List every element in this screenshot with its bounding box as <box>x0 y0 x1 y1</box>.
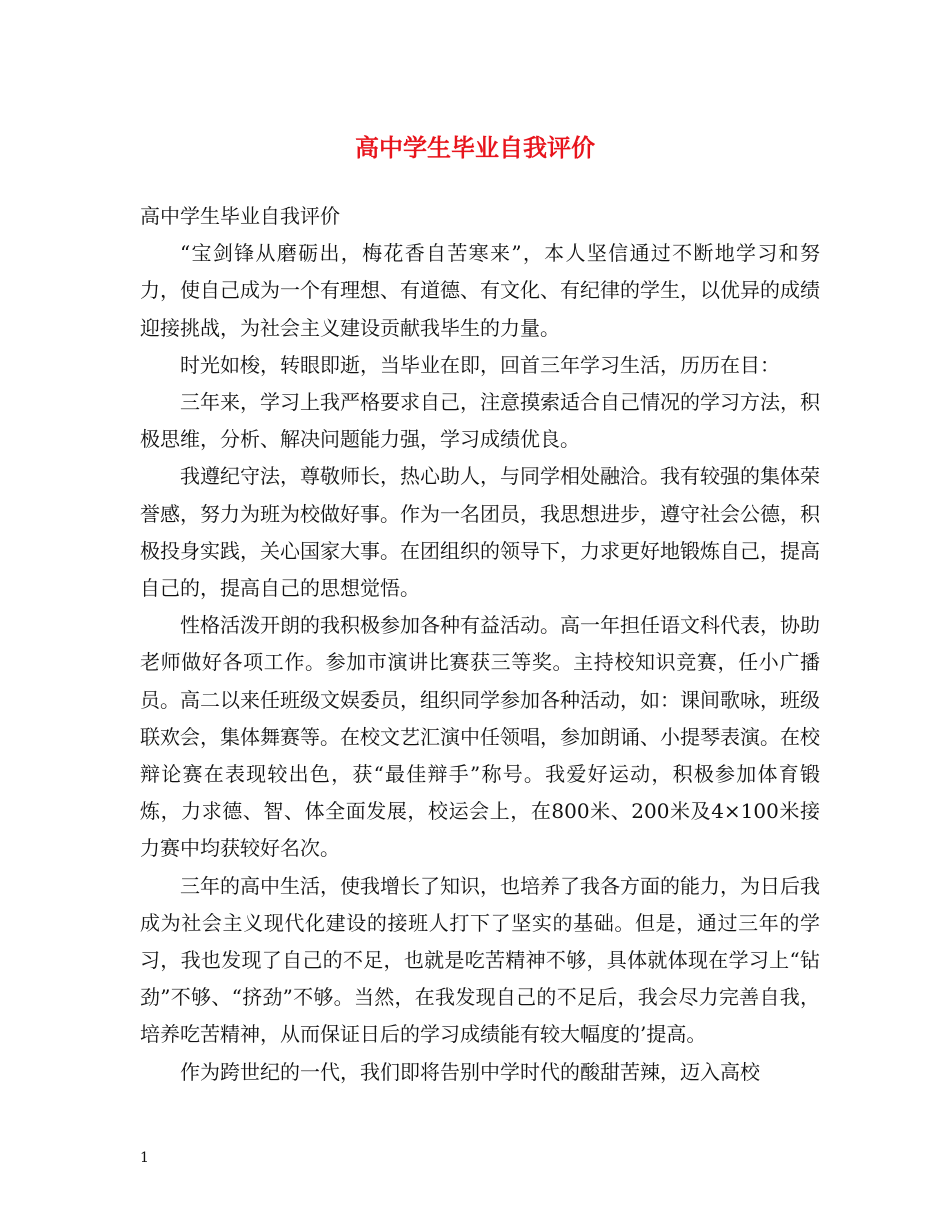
document-title: 高中学生毕业自我评价 <box>355 133 595 162</box>
page-number: 1 <box>140 1150 149 1166</box>
document-subtitle: 高中学生毕业自我评价 <box>140 204 340 228</box>
paragraph: 三年来，学习上我严格要求自己，注意摸索适合自己情况的学习方法，积极思维，分析、解决问题能力强，学习成绩优良。 <box>140 390 820 452</box>
paragraph: 时光如梭，转眼即逝，当毕业在即，回首三年学习生活，历历在目： <box>180 352 780 377</box>
paragraph: 性格活泼开朗的我积极参加各种有益活动。高一年担任语文科代表，协助老师做好各项工作。参加市演讲比赛获三等奖。主持校知识竞赛，任小广播员。高二以来任班级文娱委员，组织同学参加各种活动，如：课间歌咏，班级联欢会，集体舞赛等。在校文艺汇演中任领唱，参加朗诵、小提琴表演。在校辩论赛在表现较出色，获“最佳辩手”称号。我爱好运动，积极参加体育锻炼，力求德、智、体全面发展，校运会上，在800米、200米及4×100米接力赛中均获较好名次。 <box>140 613 820 861</box>
paragraph: 作为跨世纪的一代，我们即将告别中学时代的酸甜苦辣，迈入高校 <box>180 1059 760 1084</box>
document-body <box>140 198 820 1091</box>
paragraph: “宝剑锋从磨砺出，梅花香自苦寒来”，本人坚信通过不断地学习和努力，使自己成为一个有理想、有道德、有文化、有纪律的学生，以优异的成绩迎接挑战，为社会主义建设贡献我毕生的力量。 <box>140 241 820 340</box>
paragraph: 我遵纪守法，尊敬师长，热心助人，与同学相处融洽。我有较强的集体荣誉感，努力为班为校做好事。作为一名团员，我思想进步，遵守社会公德，积极投身实践，关心国家大事。在团组织的领导下，力求更好地锻炼自己，提高自己的，提高自己的思想觉悟。 <box>140 464 820 601</box>
paragraph: 三年的高中生活，使我增长了知识，也培养了我各方面的能力，为日后我成为社会主义现代化建设的接班人打下了坚实的基础。但是，通过三年的学习，我也发现了自己的不足，也就是吃苦精神不够，具体就体现在学习上“钻劲”不够、“挤劲”不够。当然，在我发现自己的不足后，我会尽力完善自我，培养吃苦精神，从而保证日后的学习成绩能有较大幅度的’提高。 <box>140 873 820 1047</box>
